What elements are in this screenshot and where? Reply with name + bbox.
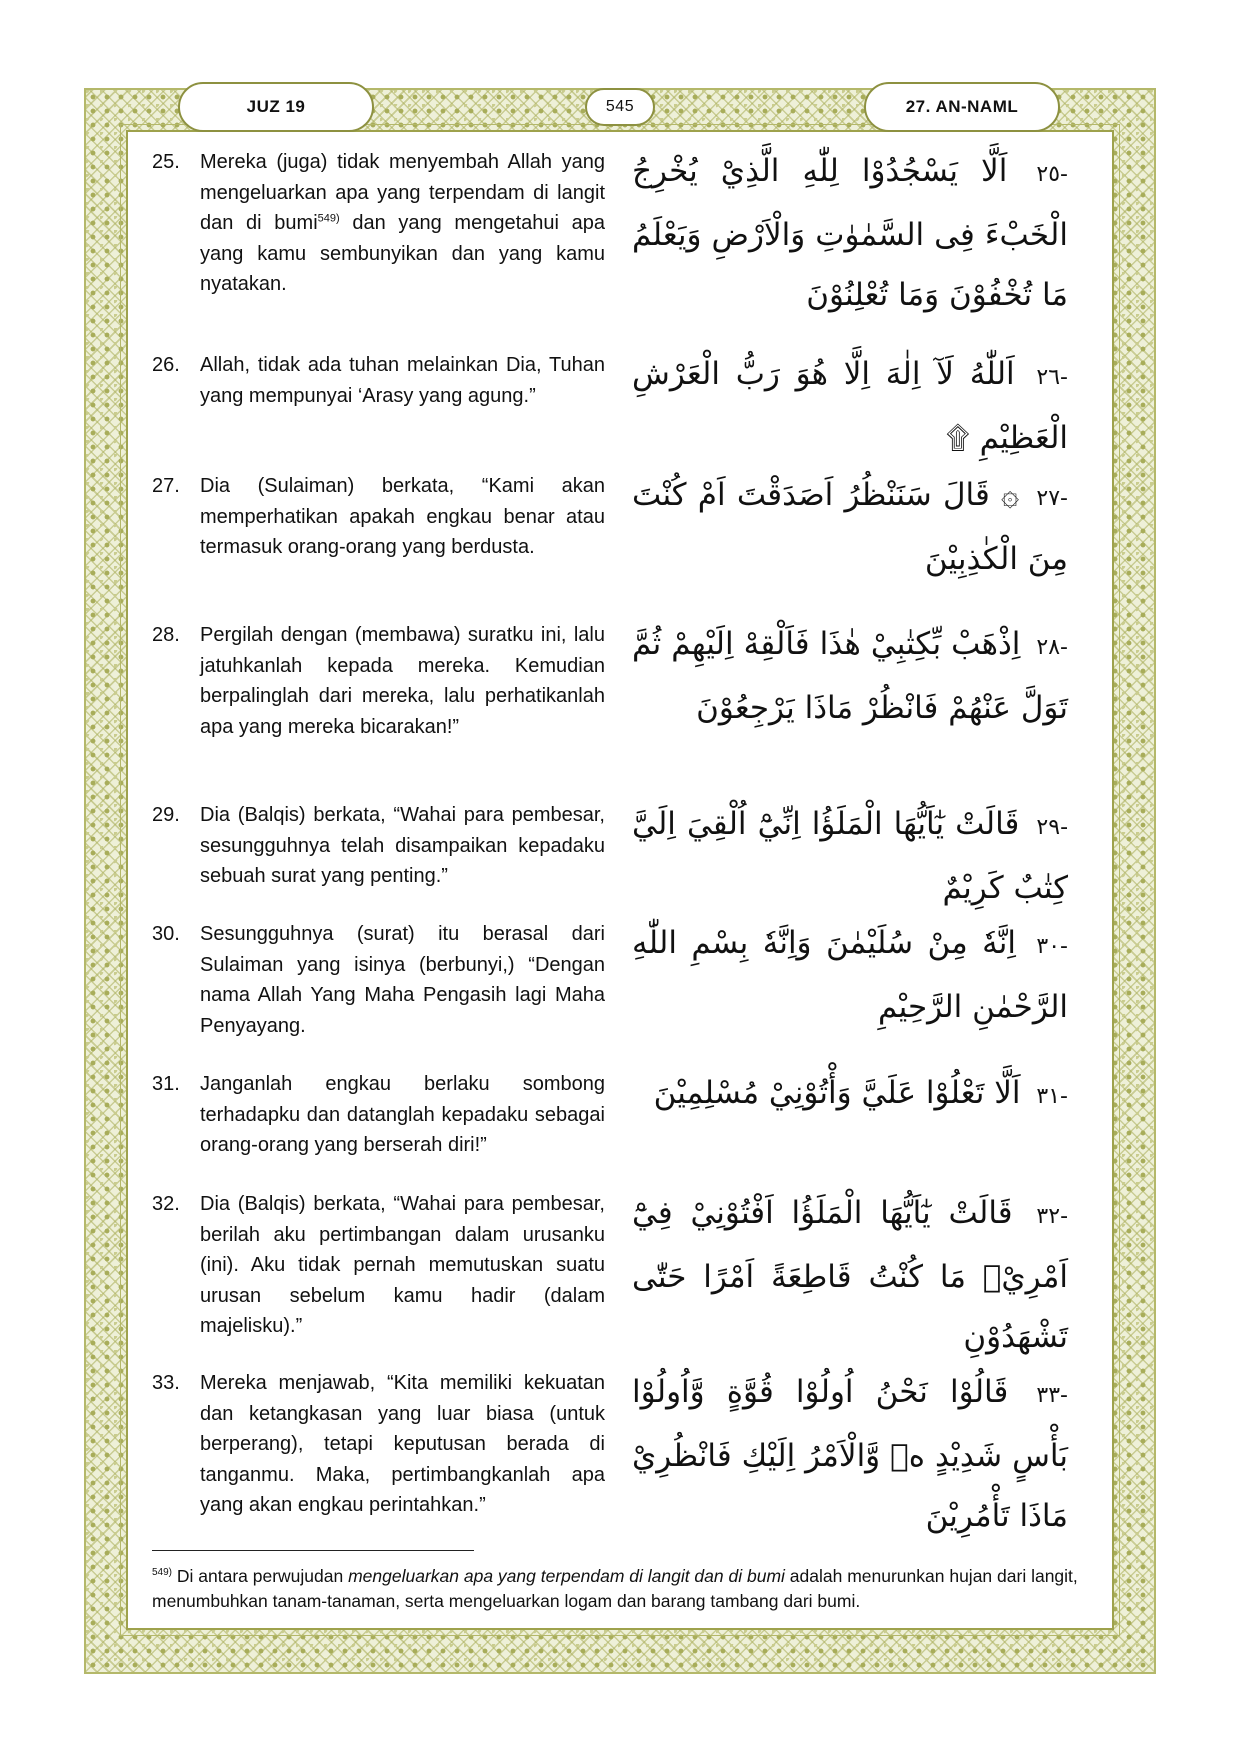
verse-arabic: -٢٩ قَالَتْ يٰٓاَيُّهَا الْمَلَؤُا اِنِّيْٓ اُلْقِيَ اِلَيَّ كِتٰبٌ كَرِيْمٌ [632, 806, 1069, 906]
verse-arabic: -٣٠ اِنَّهٗ مِنْ سُلَيْمٰنَ وَاِنَّهٗ بِسْمِ اللّٰهِ الرَّحْمٰنِ الرَّحِيْمِ [632, 925, 1068, 1025]
verse-translation: Mereka (juga) tidak menyembah Allah yang mengeluarkan apa yang terpendam di langit dan di bumi$^{549)}$ dan yang mengetahui apa yang kamu sembunyikan dan yang kamu nyatakan. [200, 151, 605, 295]
verse-translation: Janganlah engkau berlaku sombong terhadapku dan datanglah kepadaku sebagai orang-orang yang berserah diri!” [200, 1073, 605, 1156]
verse-arabic: -٢٨ اِذْهَبْ بِّكِتٰبِيْ هٰذَا فَاَلْقِهْ اِلَيْهِمْ ثُمَّ تَوَلَّ عَنْهُمْ فَانْظُرْ مَاذَا يَرْجِعُوْنَ [632, 626, 1068, 726]
arabic-verse-number: -٣٠ [1036, 934, 1068, 959]
verse-number: 29. [152, 804, 180, 826]
arabic-verse-number: -٢٦ [1036, 365, 1068, 390]
verse-translation: Allah, tidak ada tuhan melainkan Dia, Tuhan yang mempunyai ‘Arasy yang agung.” [200, 354, 605, 407]
verse-arabic: -٢٥ اَلَّا يَسْجُدُوْا لِلّٰهِ الَّذِيْ يُخْرِجُ الْخَبْءَ فِى السَّمٰوٰتِ وَالْاَرْضِ وَيَعْلَمُ مَا تُخْفُوْنَ وَمَا تُعْلِنُوْنَ [632, 153, 1068, 313]
arabic-verse-number: -٢٩ [1036, 815, 1069, 840]
verse-translation: Dia (Sulaiman) berkata, “Kami akan memperhatikan apakah engkau benar atau termasuk orang-orang yang berdusta. [200, 475, 605, 558]
verse-number: 27. [152, 475, 180, 497]
verse-translation: Sesungguhnya (surat) itu berasal dari Sulaiman yang isinya (berbunyi,) “Dengan nama Allah Yang Maha Pengasih lagi Maha Penyayang. [200, 923, 605, 1037]
verse-arabic: -٢٦ اَللّٰهُ لَآ اِلٰهَ اِلَّا هُوَ رَبُّ الْعَرْشِ الْعَظِيْمِ ۩ [632, 356, 1068, 456]
arabic-verse-number: -٢٨ [1036, 635, 1068, 660]
verse-arabic: -٢٧ ۞ قَالَ سَنَنْظُرُ اَصَدَقْتَ اَمْ كُنْتَ مِنَ الْكٰذِبِيْنَ [632, 477, 1068, 577]
arabic-verse-number: -٣٣ [1036, 1383, 1068, 1408]
footnote-divider [152, 1550, 474, 1551]
arabic-verse-number: -٢٧ [1036, 486, 1068, 511]
verse-arabic: -٣١ اَلَّا تَعْلُوْا عَلَيَّ وَأْتُوْنِيْ مُسْلِمِيْنَ [653, 1075, 1068, 1111]
verse-number: 33. [152, 1372, 180, 1394]
verse-number: 26. [152, 354, 180, 376]
verse-translation: Dia (Balqis) berkata, “Wahai para pembesar, berilah aku pertimbangan dalam urusanku (ini). Aku tidak pernah memutuskan suatu urusan sebelum kamu hadir (dalam majelisku).” [200, 1193, 605, 1337]
juz-label: JUZ 19 [178, 82, 374, 132]
footnote-emphasis: mengeluarkan apa yang terpendam di langit dan di bumi [348, 1565, 785, 1586]
surah-label: 27. AN-NAML [864, 82, 1060, 132]
verse-number: 25. [152, 151, 180, 173]
verse-number: 28. [152, 624, 180, 646]
footnote-marker: 549) [152, 1567, 173, 1578]
footnote: $^{549)}$ Di antara perwujudan mengeluarkan apa yang terpendam di langit dan di bumi adalah menurunkan hujan dari langit, menumbuhkan tanam-tanaman, serta mengeluarkan logam dan barang tambang dari bumi. [152, 1565, 1078, 1611]
verse-translation: Pergilah dengan (membawa) suratku ini, lalu jatuhkanlah kepada mereka. Kemudian berpalinglah dari mereka, lalu perhatikanlah apa yang mereka bicarakan!” [200, 624, 605, 738]
arabic-verse-number: -٣٢ [1036, 1204, 1069, 1229]
arabic-verse-number: -٢٥ [1036, 162, 1068, 187]
page-number: 545 [585, 88, 655, 126]
verse-number: 32. [152, 1193, 180, 1215]
verse-number: 30. [152, 923, 180, 945]
verse-number: 31. [152, 1073, 180, 1095]
verse-arabic: -٣٢ قَالَتْ يٰٓاَيُّهَا الْمَلَؤُا اَفْتُوْنِيْ فِيْٓ اَمْرِيْۚ مَا كُنْتُ قَاطِعَةً اَمْرًا حَتّٰى تَشْهَدُوْنِ [632, 1195, 1069, 1355]
arabic-verse-number: -٣١ [1036, 1084, 1068, 1109]
footnote-ref[interactable]: 549) [317, 212, 340, 225]
verse-translation: Mereka menjawab, “Kita memiliki kekuatan dan ketangkasan yang luar biasa (untuk berperang), tetapi keputusan berada di tanganmu. Maka, pertimbangkanlah apa yang akan engkau perintahkan.” [200, 1372, 605, 1516]
verse-arabic: -٣٣ قَالُوْا نَحْنُ اُولُوْا قُوَّةٍ وَّاُولُوْا بَأْسٍ شَدِيْدٍ ەۙ وَّالْاَمْرُ اِلَيْكِ فَانْظُرِيْ مَاذَا تَأْمُرِيْنَ [632, 1374, 1068, 1534]
verse-translation: Dia (Balqis) berkata, “Wahai para pembesar, sesungguhnya telah disampaikan kepadaku sebuah surat yang penting.” [200, 804, 605, 887]
